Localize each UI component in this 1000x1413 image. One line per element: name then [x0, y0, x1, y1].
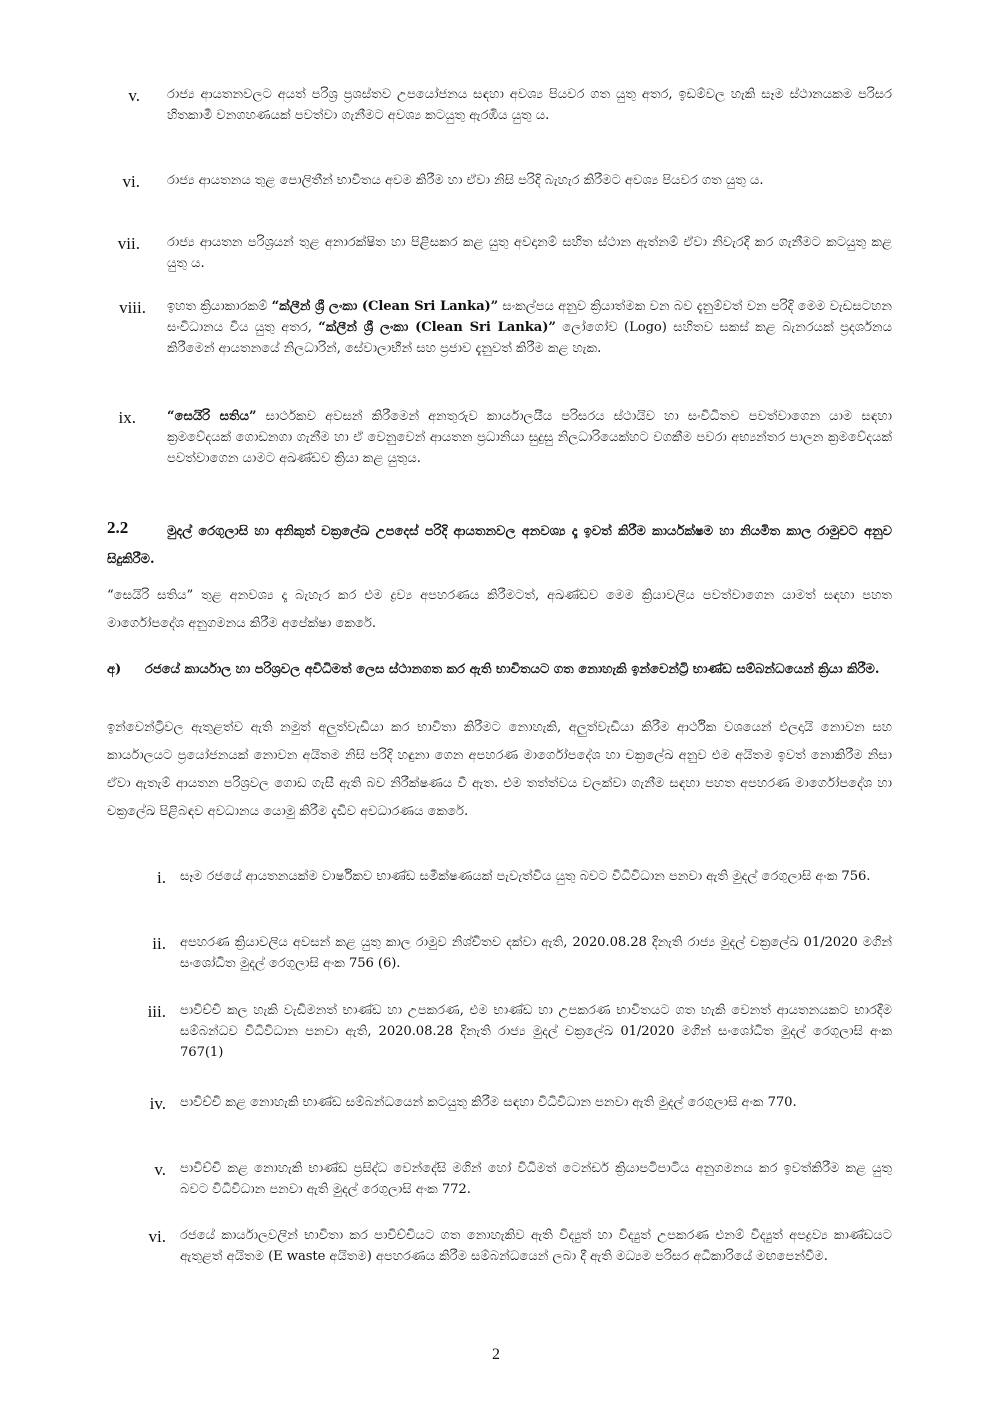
list-number: ii. [152, 934, 166, 953]
subsection-label: අ) [107, 662, 122, 677]
text-run: සංකල්පය අනුව ක්‍රියාත්මක වන බව දැනුම්වත් වන පරිදි මෙම වැඩසටහන සංවිධානය විය යුතු අතර, [167, 299, 892, 335]
list-text [167, 406, 892, 469]
list-text: රාජ්‍ය ආයතන පරිශ්‍රයන් තුළ අනාරක්ෂිත හා පිළිසකර කළ යුතු අවදානම් සහිත ස්ථාන ඇත්නම් ඒවා නිවැරදි කර ගැනීමට කටයුතු කළ යුතු ය. [167, 235, 892, 271]
page-number: 2 [492, 1346, 500, 1363]
list-text: පාවිච්චි කළ නොහැකි භාණ්ඩ ප්‍රසිද්ධ වෙන්දේසි මගින් හෝ විධිමත් ටෙන්ඩර් ක්‍රියාපටිපාටිය අනුගමනය කර ඉවත්කිරීම කළ යුතු බවට විධිවිධාන පනවා ඇති මුදල් රෙගුලාසි අංක 772. [180, 1161, 892, 1197]
list-number: vi. [148, 1227, 166, 1246]
text-run: සාර්ථකව අවසන් කිරීමෙන් අනතුරුව කාර්යාලයීය පරිසරය ස්ථායිව හා සංවිධිතව පවත්වාගෙන යාම සඳහා ක්‍රමවේදයක් ගොඩනගා ගැනීම හා ඒ වෙනුවෙන් ආයතන ප්‍රධානියා සුදුසු නිලධාරියෙක්හට වගකීම පවරා අභ්‍යන්තර පාලන ක්‍රමවේදයක් පවත්වාගෙන යාමට අඛණ්ඩව ක්‍රියා කළ යුතුය. [167, 409, 892, 466]
text-run: ලෝගෝව (Logo) සහිතව සකස් කළ බැනරයක් ප්‍රදර්ශනය කිරීමෙන් ආයතනයේ නිලධාරින්, සේවාලාභීන් සහ ප්‍රජාව දැනුවත් කිරීම කළ හැක. [167, 320, 892, 356]
list-text: පාවිච්චි කළ නොහැකි භාණ්ඩ සම්බන්ධයෙන් කටයුතු කිරීම සඳහා විධිවිධාන පනවා ඇති මුදල් රෙගුලාසි අංක 770. [180, 1095, 797, 1110]
list-text: රජයේ කාර්යාලවලින් භාවිතා කර පාවිච්චියට ගත නොහැකිව ඇති විද්‍යුත් හා විද්‍යුත් උපකරණ එනම් විද්‍යුත් අපද්‍රව්‍ය කාණ්ඩයට ඇතුළත් අයිතම (E waste අයිතම) අපහරණය කිරීම සම්බන්ධයෙන් ලබා දී ඇති මධ්‍යම පරිසර අධිකාරියේ මඟපෙන්වීම. [180, 1228, 892, 1264]
list-number: v. [154, 1160, 166, 1179]
list-number: vi. [122, 172, 140, 191]
list-number: vii. [117, 234, 140, 253]
list-text: රාජ්‍ය ආයතනය තුළ පොලිතීන් භාවිතය අවම කිරීම හා ඒවා නිසි පරිදි බැහැර කිරීමට අවශ්‍ය පියවර ගත යුතු ය. [167, 173, 764, 188]
section-number: 2.2 [107, 518, 129, 537]
clean-sri-lanka-bold: “ක්ලීන් ශ්‍රී ලංකා (Clean Sri Lanka)” [271, 299, 499, 314]
body-paragraph: ඉන්වෙන්ට්‍රිවල ඇතුළත්ව ඇති නමුත් අලුත්වැඩියා කර භාවිතා කිරීමට නොහැකි, අලුත්වැඩියා කිරීම ආර්ථික වශයෙන් ඵලදායි නොවන සහ කාර්යාලයට ප්‍රයෝජනයක් නොවන අයිතම නිසි පරිදි හඳුනා ගෙන අපහරණ මාර්ගෝපදේශ හා චක්‍රලේඛ අනුව එම අයිතම ඉවත් නොකිරීම නිසා ඒවා ඇතැම් ආයතන පරිශ්‍රවල ගොඩ ගැසී ඇති බව නිරීක්ෂණය වී ඇත. එම තත්ත්වය වලක්වා ගැනීම සඳහා පහත අපහරණ මාර්ගෝපදේශ හා චක්‍රලේඛ පිළිබඳව අවධානය යොමු කිරීම දැඩිව අවධාරණය කෙරේ. [107, 720, 892, 819]
list-number: viii. [119, 298, 146, 317]
text-run: ඉහත ක්‍රියාකාරකම් [167, 299, 272, 314]
list-text: අපහරණ ක්‍රියාවලිය අවසන් කළ යුතු කාල රාමුව නිශ්චිතව දක්වා ඇති, 2020.08.28 දිනැති රාජ්‍ය මුදල් චක්‍රලේඛ 01/2020 මගින් සංශෝධිත මුදල් රෙගුලාසි අංක 756 (6). [180, 935, 892, 971]
seiri-week-bold: “සෙයිරි සතිය” [167, 409, 257, 424]
list-number: v. [128, 86, 140, 105]
list-number: iii. [147, 1002, 166, 1021]
list-text: රාජ්‍ය ආයතනවලට අයත් පරිශ්‍ර ප්‍රශස්තව උපයෝජනය සඳහා අවශ්‍ය පියවර ගත යුතු අතර, ඉඩම්වල හැකි සෑම ස්ථානයකම පරිසර හිතකාමී වනගහණයක් පවත්වා ගැනීමට අවශ්‍ය කටයුතු ඇරඹිය යුතු ය. [167, 87, 892, 123]
list-number: ix. [118, 408, 136, 427]
list-text: සෑම රජයේ ආයතනයක්ම වාර්ෂිකව භාණ්ඩ සමීක්ෂණයක් පැවැත්විය යුතු බවට විධිවිධාන පනවා ඇති මුදල් රෙගුලාසි අංක 756. [180, 869, 871, 884]
clean-sri-lanka-bold: “ක්ලීන් ශ්‍රී ලංකා (Clean Sri Lanka)” [318, 320, 556, 335]
list-text [167, 296, 892, 359]
section-title: මුදල් රෙගුලාසි හා අනිකුත් චක්‍රලේඛ උපදෙස් පරිදි ආයතනවල අනවශ්‍ය දෑ ඉවත් කිරීම කාර්යක්ෂම හා නියමිත කාල රාමුවට අනුව සිදුකිරීම. [107, 524, 892, 567]
intro-paragraph: “සෙයිරි සතිය” තුළ අනවශ්‍ය දෑ බැහැර කර එම ද්‍රව්‍ය අපහරණය කිරීමටත්, අඛණ්ඩව මෙම ක්‍රියාවලිය පවත්වාගෙන යාමත් සඳහා පහත මාර්ගෝපදේශ අනුගමනය කිරීම අපේක්ෂා කෙරේ. [107, 588, 892, 631]
subsection-title: රජයේ කාර්යාල හා පරිශ්‍රවල අවිධිමත් ලෙස ස්ථානගත කර ඇති භාවිතයට ගත නොහැකි ඉන්වෙන්ට්‍රි භාණ්ඩ සම්බන්ධයෙන් ක්‍රියා කිරීම. [145, 662, 880, 677]
list-text: පාවිච්චි කල හැකි වැඩිමනත් භාණ්ඩ හා උපකරණ, එම භාණ්ඩ හා උපකරණ භාවිතයට ගත හැකි වෙනත් ආයතනයකට භාරදීම සම්බන්ධව විධිවිධාන පනවා ඇති, 2020.08.28 දිනැති රාජ්‍ය මුදල් චක්‍රලේඛ 01/2020 මගින් සංශෝධිත මුදල් රෙගුලාසි අංක 767(1) [180, 1003, 892, 1060]
list-number: iv. [149, 1094, 166, 1113]
list-number: i. [157, 868, 166, 887]
